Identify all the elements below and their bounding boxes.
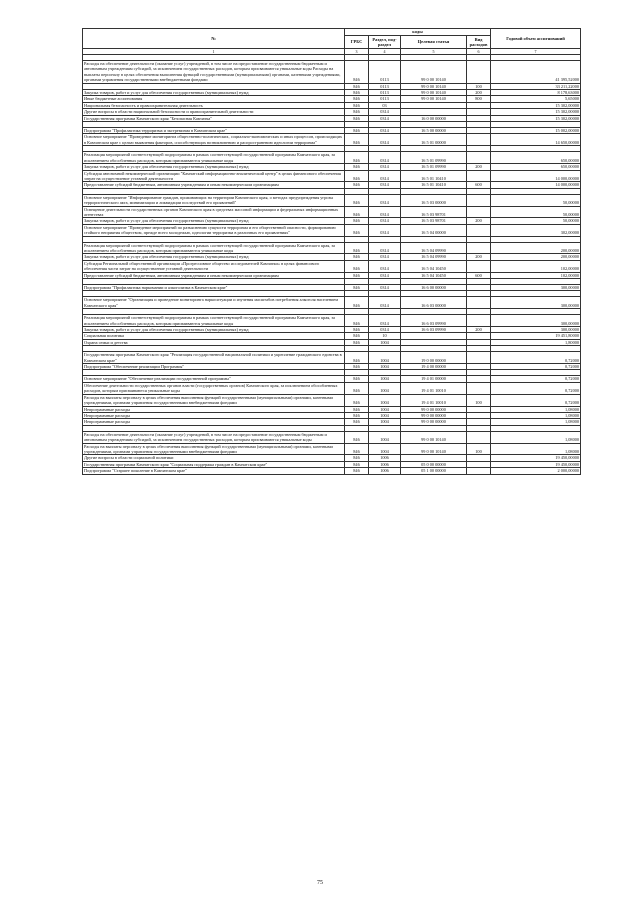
row-vid	[467, 242, 491, 254]
row-amount: 14 650,00000	[491, 134, 581, 146]
row-section: 0113	[369, 90, 401, 96]
row-target: 16 5 03 98701	[401, 206, 467, 218]
row-name: Обеспечение деятельности государственных органов власти (государственных органов) Камчатского края, за исключением обособленных расходов, которым присваиваются уникальные коды	[83, 382, 345, 394]
row-vid	[467, 134, 491, 146]
row-target: 16 5 01 09990	[401, 152, 467, 164]
colnum: 4	[369, 49, 401, 55]
row-target: 99 0 00 10140	[401, 431, 467, 443]
row-vid: 200	[467, 218, 491, 224]
row-grbs: 846	[345, 272, 369, 278]
row-name: Основное мероприятие "Обеспечение реализации государственной программы"	[83, 376, 345, 382]
row-grbs: 846	[345, 382, 369, 394]
table-row	[83, 170, 581, 182]
row-grbs: 846	[345, 327, 369, 333]
row-name: Социальная политика	[83, 333, 345, 339]
row-name: Охрана семьи и детства	[83, 339, 345, 345]
row-grbs: 846	[345, 406, 369, 412]
row-section: 1004	[369, 352, 401, 364]
row-section: 0314	[369, 260, 401, 272]
row-amount: 1,80000	[491, 339, 581, 345]
row-grbs: 846	[345, 419, 369, 425]
table-row	[83, 134, 581, 146]
row-vid: 100	[467, 394, 491, 406]
row-section: 0314	[369, 134, 401, 146]
row-vid	[467, 194, 491, 206]
row-grbs: 846	[345, 128, 369, 134]
table-row	[83, 443, 581, 455]
row-name: Расходы на обеспечение деятельности (оказание услуг) учреждений, в том числе на предоставление государственным бюджетным и автономным учреждениям субсидий, за исключением государственных расходов, которым присваиваются уникальные коды Расходы на выплаты персоналу в целях обеспечения выполнения функций государственными (муниципальными) органами, казенными учреждениями, органами управления государственными внебюджетными фондами	[83, 61, 345, 84]
row-grbs: 846	[345, 83, 369, 89]
row-grbs: 846	[345, 455, 369, 461]
row-amount: 15 302,00000	[491, 102, 581, 108]
row-target: 19 4 01 10010	[401, 382, 467, 394]
row-amount: 15 002,00000	[491, 128, 581, 134]
row-grbs: 846	[345, 61, 369, 84]
table-row	[83, 224, 581, 236]
row-name: Государственная программа Камчатского края "Реализация государственной национальной политики и укрепление гражданского единства в Камчатском крае"	[83, 352, 345, 364]
row-amount: 0,72000	[491, 376, 581, 382]
row-section: 0314	[369, 206, 401, 218]
row-grbs: 846	[345, 194, 369, 206]
row-target: 99 0 00 10140	[401, 90, 467, 96]
header-section: Раздел, под-раздел	[369, 36, 401, 49]
header-codes: коды	[345, 29, 491, 36]
row-target: 16 5 01 10410	[401, 182, 467, 188]
row-section: 0314	[369, 164, 401, 170]
row-section: 1004	[369, 406, 401, 412]
row-name: Закупка товаров, работ и услуг для обеспечения государственных (муниципальных) нужд	[83, 254, 345, 260]
row-vid: 200	[467, 327, 491, 333]
row-grbs: 846	[345, 224, 369, 236]
row-amount: 15 302,00000	[491, 115, 581, 121]
header-grbs: ГРБС	[345, 36, 369, 49]
row-grbs: 846	[345, 297, 369, 309]
row-name: Предоставление субсидий бюджетным, автономным учреждениям и иным некоммерческим организациям	[83, 272, 345, 278]
row-grbs: 846	[345, 152, 369, 164]
row-name: Субсидия Региональной общественной организации «Прогрессивное общество исследователей Камчатки» в целях финансового обеспечения части затрат на осуществление уставной деятельности	[83, 260, 345, 272]
row-name: Предоставление субсидий бюджетным, автономным учреждениям и иным некоммерческим организациям	[83, 182, 345, 188]
row-amount: 300,00000	[491, 315, 581, 327]
row-section: 10	[369, 333, 401, 339]
row-name: Реализация мероприятий соответствующей подпрограммы в рамках соответствующей государственной программы Камчатского края, за исключением обособленных расходов, которым присваиваются уникальные коды	[83, 315, 345, 327]
row-amount: 19 450,00000	[491, 455, 581, 461]
table-row	[83, 468, 581, 474]
row-target: 16 5 04 09990	[401, 242, 467, 254]
row-grbs: 846	[345, 431, 369, 443]
row-vid: 200	[467, 254, 491, 260]
row-grbs: 846	[345, 182, 369, 188]
row-grbs: 846	[345, 352, 369, 364]
row-amount: 5,65000	[491, 96, 581, 102]
row-name: Подпрограмма "Профилактика терроризма и экстремизма в Камчатском крае"	[83, 128, 345, 134]
row-target: 16 0 00 00000	[401, 115, 467, 121]
row-amount: 300,00000	[491, 297, 581, 309]
row-section: 1006	[369, 455, 401, 461]
row-name: Субсидия автономной некоммерческой организации "Камчатский информационно-аналитический центр" в целях финансового обеспечения затрат на осуществление уставной деятельности	[83, 170, 345, 182]
row-grbs: 846	[345, 412, 369, 418]
row-amount: 102,00000	[491, 272, 581, 278]
row-vid	[467, 206, 491, 218]
row-section: 1004	[369, 364, 401, 370]
row-amount: 1,08000	[491, 412, 581, 418]
row-amount: 650,00000	[491, 164, 581, 170]
row-amount: 50,00000	[491, 206, 581, 218]
row-vid: 600	[467, 272, 491, 278]
row-section: 0314	[369, 254, 401, 260]
row-grbs: 846	[345, 218, 369, 224]
row-vid	[467, 61, 491, 84]
row-section: 0314	[369, 272, 401, 278]
row-target: 16 5 04 10450	[401, 272, 467, 278]
header-num: №	[83, 29, 345, 49]
row-section: 0314	[369, 315, 401, 327]
row-grbs: 846	[345, 115, 369, 121]
row-amount: 650,00000	[491, 152, 581, 164]
row-amount: 102,00000	[491, 260, 581, 272]
row-grbs: 846	[345, 376, 369, 382]
row-grbs: 846	[345, 461, 369, 467]
row-vid	[467, 468, 491, 474]
row-target: 16 5 01 10410	[401, 170, 467, 182]
row-amount: 15 302,00000	[491, 109, 581, 115]
row-vid: 100	[467, 443, 491, 455]
row-grbs: 846	[345, 339, 369, 345]
row-name: Расходы на выплаты персоналу в целях обеспечения выполнения функций государственными (муниципальными) органами, казенными учреждениями, органами управления государственными внебюджетными фондами	[83, 394, 345, 406]
row-target: 16 6 00 00000	[401, 285, 467, 291]
row-name: Другие вопросы в области социальной политики	[83, 455, 345, 461]
page-number: 75	[317, 880, 323, 886]
row-amount: 2 000,00000	[491, 468, 581, 474]
row-name: Государственная программа Камчатского края "Безопасная Камчатка"	[83, 115, 345, 121]
row-section: 1004	[369, 394, 401, 406]
row-name: Закупка товаров, работ и услуг для обеспечения государственных (муниципальных) нужд	[83, 90, 345, 96]
row-section: 0113	[369, 61, 401, 84]
row-target: 16 6 03 09990	[401, 327, 467, 333]
row-name: Другие вопросы в области национальной безопасности и правоохранительной деятельности	[83, 109, 345, 115]
row-amount: 14 000,00000	[491, 170, 581, 182]
row-section: 1006	[369, 468, 401, 474]
row-section: 1004	[369, 431, 401, 443]
row-vid: 800	[467, 96, 491, 102]
table-row	[83, 297, 581, 309]
row-vid	[467, 260, 491, 272]
row-name: Национальная безопасность и правоохранительная деятельность	[83, 102, 345, 108]
row-grbs: 846	[345, 285, 369, 291]
row-section: 0113	[369, 96, 401, 102]
row-section: 0314	[369, 194, 401, 206]
row-target: 19 4 00 00000	[401, 364, 467, 370]
colnum: 3	[345, 49, 369, 55]
row-name: Основное мероприятие "Проведение мониторинга общественно-политических, социально-экономических и иных процессов, происходящих в Камчатском крае с целью выявления факторов, способствующих возникновению и распространению идеологии терроризма"	[83, 134, 345, 146]
row-target: 16 5 04 00000	[401, 224, 467, 236]
row-grbs: 846	[345, 260, 369, 272]
table-body	[83, 49, 581, 475]
row-amount: 41 395,52000	[491, 61, 581, 84]
row-amount: 33 211,22000	[491, 83, 581, 89]
row-name: Закупка товаров, работ и услуг для обеспечения государственных (муниципальных) нужд	[83, 327, 345, 333]
row-amount: 19 450,00000	[491, 461, 581, 467]
row-target: 19 0 00 00000	[401, 352, 467, 364]
row-grbs: 846	[345, 443, 369, 455]
row-name: Иные бюджетные ассигнования	[83, 96, 345, 102]
row-grbs: 846	[345, 109, 369, 115]
row-target: 16 5 00 00000	[401, 128, 467, 134]
row-section: 0314	[369, 218, 401, 224]
table-row	[83, 431, 581, 443]
row-grbs: 846	[345, 96, 369, 102]
row-amount: 300,00000	[491, 285, 581, 291]
row-name: Непрограммные расходы	[83, 419, 345, 425]
row-grbs: 846	[345, 315, 369, 327]
table-header	[83, 29, 581, 49]
row-name: Подпрограмма "Профилактика наркомании и алкоголизма в Камчатском крае"	[83, 285, 345, 291]
row-target: 19 4 01 10010	[401, 394, 467, 406]
table-row	[83, 394, 581, 406]
row-grbs: 846	[345, 242, 369, 254]
row-section: 1004	[369, 443, 401, 455]
row-vid	[467, 315, 491, 327]
row-section: 0314	[369, 109, 401, 115]
row-vid	[467, 297, 491, 309]
colnum: 6	[467, 49, 491, 55]
row-vid	[467, 170, 491, 182]
row-target: 16 6 03 09990	[401, 315, 467, 327]
row-target: 16 5 01 00000	[401, 134, 467, 146]
row-section: 1006	[369, 461, 401, 467]
table-row	[83, 352, 581, 364]
table-row	[83, 152, 581, 164]
row-target: 16 5 04 10450	[401, 260, 467, 272]
row-name: Основное мероприятие "Проведение мероприятий по разъяснению сущности терроризма и его общественной опасности, формированию стойкого неприятия обществом, прежде всего молодежью, идеологии терроризма в различных его проявлениях"	[83, 224, 345, 236]
row-name: Непрограммные расходы	[83, 412, 345, 418]
row-grbs: 846	[345, 170, 369, 182]
row-amount: 0,72000	[491, 352, 581, 364]
row-section: 0314	[369, 297, 401, 309]
colnum: 7	[491, 49, 581, 55]
row-name: Освещение деятельности государственных органов Камчатского края в средствах массовой информации и федеральных информационных агентствах	[83, 206, 345, 218]
row-target: 16 5 01 09990	[401, 164, 467, 170]
row-vid: 600	[467, 182, 491, 188]
row-section: 0314	[369, 182, 401, 188]
row-name: Подпрограмма "Старшее поколение в Камчатском крае"	[83, 468, 345, 474]
row-grbs: 846	[345, 333, 369, 339]
row-target: 16 5 03 98701	[401, 218, 467, 224]
row-target: 05 1 00 00000	[401, 468, 467, 474]
row-section: 0314	[369, 170, 401, 182]
row-section: 03	[369, 102, 401, 108]
row-name: Подпрограмма "Обеспечение реализации Программы"	[83, 364, 345, 370]
row-name: Расходы на обеспечение деятельности (оказание услуг) учреждений, в том числе на предоставление государственным бюджетным и автономным учреждениям субсидий, за исключением государственных расходов, которым присваиваются уникальные коды	[83, 431, 345, 443]
row-amount: 1,08000	[491, 419, 581, 425]
row-grbs: 846	[345, 164, 369, 170]
row-amount: 1,08000	[491, 443, 581, 455]
row-amount: 1,08000	[491, 406, 581, 412]
table-row	[83, 382, 581, 394]
row-amount: 14 000,00000	[491, 182, 581, 188]
row-section: 0314	[369, 224, 401, 236]
row-grbs: 846	[345, 206, 369, 218]
row-vid	[467, 382, 491, 394]
row-vid	[467, 431, 491, 443]
table-row	[83, 242, 581, 254]
row-section: 1004	[369, 376, 401, 382]
table-row	[83, 194, 581, 206]
row-amount: 200,00000	[491, 254, 581, 260]
row-grbs: 846	[345, 394, 369, 406]
row-target: 99 0 00 10140	[401, 443, 467, 455]
row-section: 0314	[369, 242, 401, 254]
row-grbs: 846	[345, 468, 369, 474]
row-amount: 8 178,63000	[491, 90, 581, 96]
row-section: 0314	[369, 115, 401, 121]
row-vid	[467, 352, 491, 364]
row-vid: 200	[467, 90, 491, 96]
row-name: Реализация мероприятий соответствующей подпрограммы в рамках соответствующей государственной программы Камчатского края, за исключением обособленных расходов, которым присваиваются уникальные коды	[83, 242, 345, 254]
row-target: 99 0 00 10140	[401, 83, 467, 89]
row-grbs: 846	[345, 364, 369, 370]
row-amount: 302,00000	[491, 224, 581, 236]
row-section: 0314	[369, 285, 401, 291]
row-target: 99 0 00 10140	[401, 96, 467, 102]
row-vid	[467, 224, 491, 236]
table-row	[83, 206, 581, 218]
row-amount: 1,08000	[491, 431, 581, 443]
row-target: 16 6 03 00000	[401, 297, 467, 309]
row-section: 1004	[369, 412, 401, 418]
row-target: 99 0 00 00000	[401, 419, 467, 425]
row-vid: 100	[467, 83, 491, 89]
row-amount: 50,00000	[491, 194, 581, 206]
row-vid	[467, 152, 491, 164]
row-section: 1004	[369, 419, 401, 425]
table-row	[83, 61, 581, 84]
row-amount: 0,72000	[491, 364, 581, 370]
row-target: 99 0 00 00000	[401, 406, 467, 412]
header-vid: Вид расходов	[467, 36, 491, 49]
row-amount: 19 451,80000	[491, 333, 581, 339]
table-row	[83, 315, 581, 327]
row-name: Закупка товаров, работ и услуг для обеспечения государственных (муниципальных) нужд	[83, 218, 345, 224]
row-target: 16 5 03 00000	[401, 194, 467, 206]
row-target: 16 5 04 09990	[401, 254, 467, 260]
row-target: 99 0 00 10140	[401, 61, 467, 84]
row-section: 0113	[369, 83, 401, 89]
row-name: Основное мероприятие "Организация и проведение мониторинга наркоситуации и изучения масштабов потребления алкоголя населением Камчатского края"	[83, 297, 345, 309]
row-name: Закупка товаров, работ и услуг для обеспечения государственных (муниципальных) нужд	[83, 164, 345, 170]
table-row	[83, 260, 581, 272]
row-amount: 200,00000	[491, 242, 581, 254]
row-target: 05 0 00 00000	[401, 461, 467, 467]
row-target: 99 0 00 00000	[401, 412, 467, 418]
row-name: Непрограммные расходы	[83, 406, 345, 412]
row-amount: 50,00000	[491, 218, 581, 224]
row-section: 0314	[369, 128, 401, 134]
row-name: Реализация мероприятий соответствующей подпрограммы в рамках соответствующей государственной программы Камчатского края, за исключением обособленных расходов, которым присваиваются уникальные коды	[83, 152, 345, 164]
row-amount: 300,00000	[491, 327, 581, 333]
row-section: 1004	[369, 382, 401, 394]
row-amount: 0,72000	[491, 382, 581, 394]
row-section: 0314	[369, 327, 401, 333]
header-total: Годовой объем ассигнований	[491, 29, 581, 49]
colnum: 5	[401, 49, 467, 55]
row-name: Государственная программа Камчатского края "Социальная поддержка граждан в Камчатском крае"	[83, 461, 345, 467]
row-grbs: 846	[345, 254, 369, 260]
row-grbs: 846	[345, 102, 369, 108]
row-section: 1004	[369, 339, 401, 345]
budget-table	[82, 28, 581, 475]
row-amount: 0,72000	[491, 394, 581, 406]
row-section: 0314	[369, 152, 401, 164]
row-grbs: 846	[345, 134, 369, 146]
row-name: Основное мероприятие "Информирование граждан, проживающих на территории Камчатского края, о методах предупреждения угрозы террористического акта, минимизации и ликвидации последствий его проявлений"	[83, 194, 345, 206]
row-vid: 200	[467, 164, 491, 170]
colnum: 1	[83, 49, 345, 55]
row-name: Расходы на выплаты персоналу в целях обеспечения выполнения функций государственными (муниципальными) органами, казенными учреждениями, органами управления государственными внебюджетными фондами	[83, 443, 345, 455]
row-target: 19 4 01 00000	[401, 376, 467, 382]
header-target: Целевая статья	[401, 36, 467, 49]
row-grbs: 846	[345, 90, 369, 96]
